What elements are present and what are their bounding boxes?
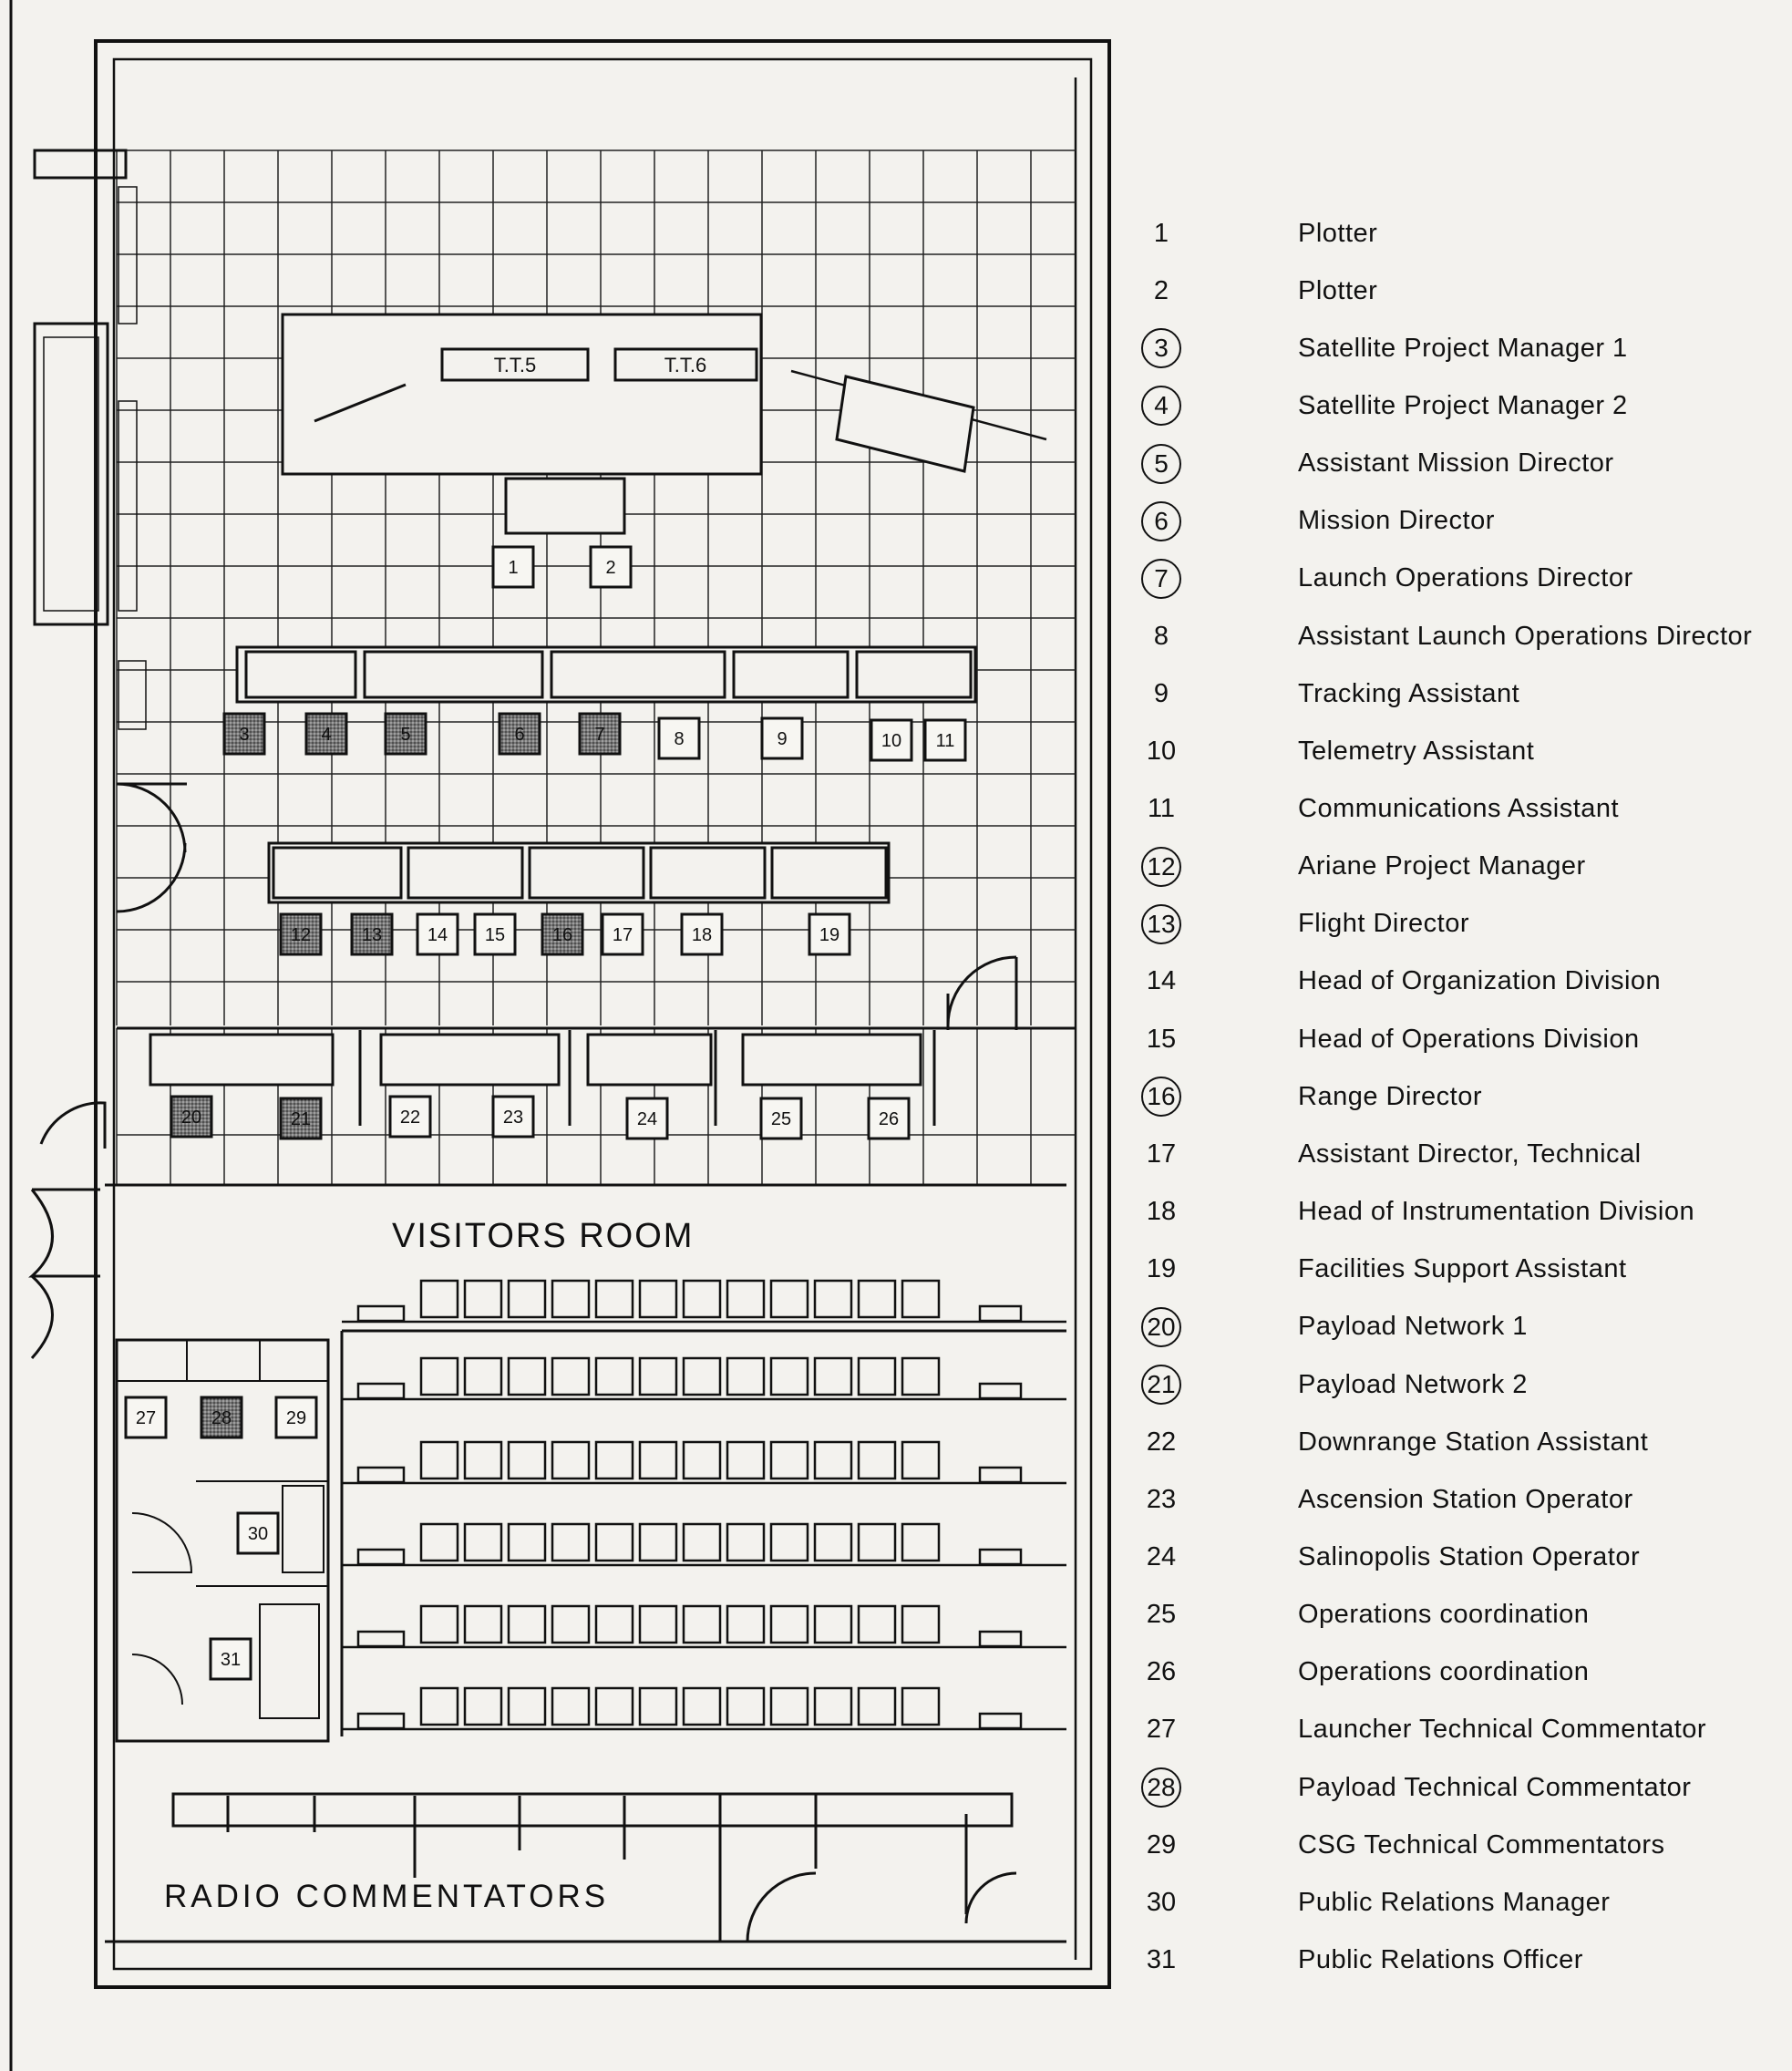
desk-18 (682, 914, 722, 954)
desk-20 (171, 1097, 211, 1137)
desk-number: 30 (247, 1524, 269, 1544)
desk-number: 28 (211, 1408, 232, 1428)
legend-row (1121, 1133, 1787, 1175)
legend-row (1121, 212, 1787, 254)
legend-number: 25 (1146, 1600, 1177, 1630)
legend-label: Payload Network 2 (1298, 1369, 1528, 1399)
desk-3 (224, 714, 264, 754)
legend-row (1121, 1940, 1787, 1982)
legend-label: Range Director (1298, 1081, 1483, 1111)
legend-label: Head of Operations Division (1298, 1024, 1640, 1054)
main-console-table (283, 314, 1046, 533)
legend-number (1121, 1077, 1201, 1117)
desk-number: 8 (674, 729, 685, 749)
legend-number: 2 (1153, 275, 1169, 305)
legend-row (1121, 270, 1787, 312)
desk-29 (276, 1397, 316, 1437)
legend-number (1121, 444, 1201, 484)
desk-number: 13 (361, 925, 383, 945)
legend-label: Launcher Technical Commentator (1298, 1715, 1707, 1745)
desk-number: 6 (514, 725, 525, 745)
desk-number: 21 (290, 1109, 312, 1129)
desk-21 (281, 1098, 321, 1139)
legend-number: 15 (1146, 1024, 1177, 1054)
legend-label: Satellite Project Manager 1 (1298, 333, 1628, 363)
legend-label: Head of Organization Division (1298, 966, 1662, 996)
legend-number: 29 (1146, 1829, 1177, 1860)
circled-number: 20 (1141, 1307, 1181, 1347)
legend-number: 11 (1147, 794, 1176, 823)
circled-number: 21 (1141, 1365, 1181, 1405)
legend-number: 18 (1146, 1197, 1177, 1227)
legend-number: 17 (1146, 1139, 1177, 1169)
desk-10 (871, 720, 911, 760)
legend-row (1121, 1824, 1787, 1866)
desk-number: 19 (819, 925, 840, 945)
legend-number: 30 (1146, 1887, 1177, 1917)
legend-row (1121, 443, 1787, 485)
desk-25 (761, 1098, 801, 1139)
legend-label: Ariane Project Manager (1298, 851, 1586, 881)
tt6-label: T.T.6 (664, 354, 707, 376)
legend-label: Communications Assistant (1298, 794, 1620, 823)
legend-label: Public Relations Manager (1298, 1887, 1611, 1917)
console-row-2 (269, 843, 889, 902)
legend-number (1121, 1307, 1201, 1347)
desk-number: 10 (881, 731, 902, 751)
desk-24 (627, 1098, 667, 1139)
legend-label: Assistant Director, Technical (1298, 1139, 1642, 1169)
legend-row (1121, 615, 1787, 657)
legend-row (1121, 1709, 1787, 1751)
legend-number: 26 (1146, 1657, 1177, 1687)
legend-row (1121, 1536, 1787, 1578)
desk-number: 31 (220, 1650, 242, 1670)
desk-31 (211, 1639, 251, 1679)
legend-number: 19 (1146, 1254, 1177, 1284)
legend-number (1121, 1365, 1201, 1405)
desk-number: 12 (290, 925, 312, 945)
legend-row (1121, 1421, 1787, 1463)
desk-16 (542, 914, 582, 954)
desk-4 (306, 714, 346, 754)
desk-number: 2 (605, 558, 616, 578)
desk-15 (475, 914, 515, 954)
visitors-room-label: VISITORS ROOM (392, 1217, 695, 1255)
desk-23 (493, 1097, 533, 1137)
legend-number: 14 (1146, 966, 1177, 996)
desk-number: 26 (878, 1109, 900, 1129)
desk-number: 7 (594, 725, 605, 745)
legend-label: Public Relations Officer (1298, 1945, 1583, 1974)
circled-number: 12 (1141, 847, 1181, 887)
desk-2 (591, 547, 631, 587)
radio-commentators-label: RADIO COMMENTATORS (164, 1879, 610, 1914)
legend-label: Salinopolis Station Operator (1298, 1541, 1641, 1571)
tt5-label: T.T.5 (493, 354, 537, 376)
legend-number: 22 (1146, 1427, 1177, 1457)
legend-number (1121, 559, 1201, 599)
legend-label: Mission Director (1298, 506, 1495, 536)
legend-label: Payload Technical Commentator (1298, 1772, 1692, 1802)
legend-number (1121, 328, 1201, 368)
legend-label: Tracking Assistant (1298, 678, 1520, 708)
desk-number: 27 (135, 1408, 157, 1428)
desk-9 (762, 718, 802, 758)
desk-number: 3 (239, 725, 250, 745)
legend-row (1121, 788, 1787, 830)
legend-row (1121, 1364, 1787, 1406)
desk-19 (809, 914, 850, 954)
legend-label: Facilities Support Assistant (1298, 1254, 1627, 1284)
legend-number (1121, 1767, 1201, 1808)
console-row-1 (237, 647, 975, 702)
circled-number: 3 (1141, 328, 1181, 368)
legend-label: Downrange Station Assistant (1298, 1427, 1649, 1457)
legend-row (1121, 1479, 1787, 1520)
legend-row (1121, 1191, 1787, 1233)
legend-number: 1 (1153, 218, 1169, 248)
legend-row (1121, 730, 1787, 772)
legend-number (1121, 501, 1201, 541)
desk-number: 17 (612, 925, 633, 945)
legend-row (1121, 1594, 1787, 1636)
legend-row (1121, 846, 1787, 888)
legend-row (1121, 1767, 1787, 1808)
legend-number: 24 (1146, 1541, 1177, 1571)
circled-number: 16 (1141, 1077, 1181, 1117)
desk-number: 22 (399, 1108, 421, 1128)
desk-30 (238, 1513, 278, 1553)
legend-label: Assistant Mission Director (1298, 448, 1614, 479)
desk-number: 16 (551, 925, 573, 945)
legend-label: Plotter (1298, 218, 1378, 248)
legend-number: 23 (1146, 1484, 1177, 1514)
legend-number: 27 (1146, 1715, 1177, 1745)
legend-label: Operations coordination (1298, 1600, 1590, 1630)
desk-11 (925, 720, 965, 760)
desk-number: 24 (636, 1109, 658, 1129)
desk-28 (201, 1397, 242, 1437)
legend-row (1121, 1018, 1787, 1060)
circled-number: 4 (1141, 386, 1181, 426)
desk-5 (386, 714, 426, 754)
legend-row (1121, 1306, 1787, 1348)
desk-number: 29 (285, 1408, 307, 1428)
legend-row (1121, 673, 1787, 715)
legend-number (1121, 386, 1201, 426)
desk-22 (390, 1097, 430, 1137)
legend-number: 8 (1153, 621, 1169, 651)
legend-label: CSG Technical Commentators (1298, 1829, 1665, 1860)
visitors-seating (342, 1281, 1066, 1729)
desk-14 (417, 914, 458, 954)
legend-number (1121, 847, 1201, 887)
legend-number: 10 (1146, 736, 1177, 766)
legend-row (1121, 500, 1787, 542)
legend-row (1121, 1076, 1787, 1118)
legend-number: 31 (1146, 1945, 1177, 1974)
legend-number (1121, 904, 1201, 944)
circled-number: 28 (1141, 1767, 1181, 1808)
desk-6 (499, 714, 540, 754)
desk-markers (126, 547, 965, 1679)
desk-number: 23 (502, 1108, 524, 1128)
desk-number: 1 (508, 558, 519, 578)
desk-number: 14 (427, 925, 448, 945)
desk-number: 9 (777, 729, 788, 749)
legend-row (1121, 1881, 1787, 1923)
legend-row (1121, 1249, 1787, 1291)
legend-row (1121, 1652, 1787, 1694)
legend-label: Assistant Launch Operations Director (1298, 621, 1753, 651)
desk-number: 15 (484, 925, 506, 945)
circled-number: 5 (1141, 444, 1181, 484)
legend-label: Payload Network 1 (1298, 1312, 1528, 1342)
circled-number: 7 (1141, 559, 1181, 599)
desk-number: 25 (770, 1109, 792, 1129)
legend-row (1121, 903, 1787, 945)
legend-label: Plotter (1298, 275, 1378, 305)
desk-1 (493, 547, 533, 587)
legend-label: Head of Instrumentation Division (1298, 1197, 1695, 1227)
desk-8 (659, 718, 699, 758)
desk-12 (281, 914, 321, 954)
legend-row (1121, 327, 1787, 369)
legend-row (1121, 385, 1787, 427)
desk-7 (580, 714, 620, 754)
legend-label: Launch Operations Director (1298, 563, 1633, 593)
desk-number: 5 (400, 725, 411, 745)
desk-27 (126, 1397, 166, 1437)
legend-row (1121, 558, 1787, 600)
desk-17 (602, 914, 643, 954)
circled-number: 13 (1141, 904, 1181, 944)
legend-row (1121, 961, 1787, 1003)
legend-label: Ascension Station Operator (1298, 1484, 1633, 1514)
circled-number: 6 (1141, 501, 1181, 541)
desk-number: 20 (180, 1108, 202, 1128)
desk-number: 4 (321, 725, 332, 745)
desk-26 (869, 1098, 909, 1139)
console-row-3 (117, 1028, 1076, 1126)
legend-number: 9 (1153, 678, 1169, 708)
desk-13 (352, 914, 392, 954)
desk-number: 18 (691, 925, 713, 945)
legend-label: Flight Director (1298, 909, 1469, 939)
legend-label: Satellite Project Manager 2 (1298, 390, 1628, 420)
legend-label: Operations coordination (1298, 1657, 1590, 1687)
radio-commentators-room (105, 1794, 1066, 1942)
desk-number: 11 (935, 731, 955, 751)
legend-label: Telemetry Assistant (1298, 736, 1535, 766)
